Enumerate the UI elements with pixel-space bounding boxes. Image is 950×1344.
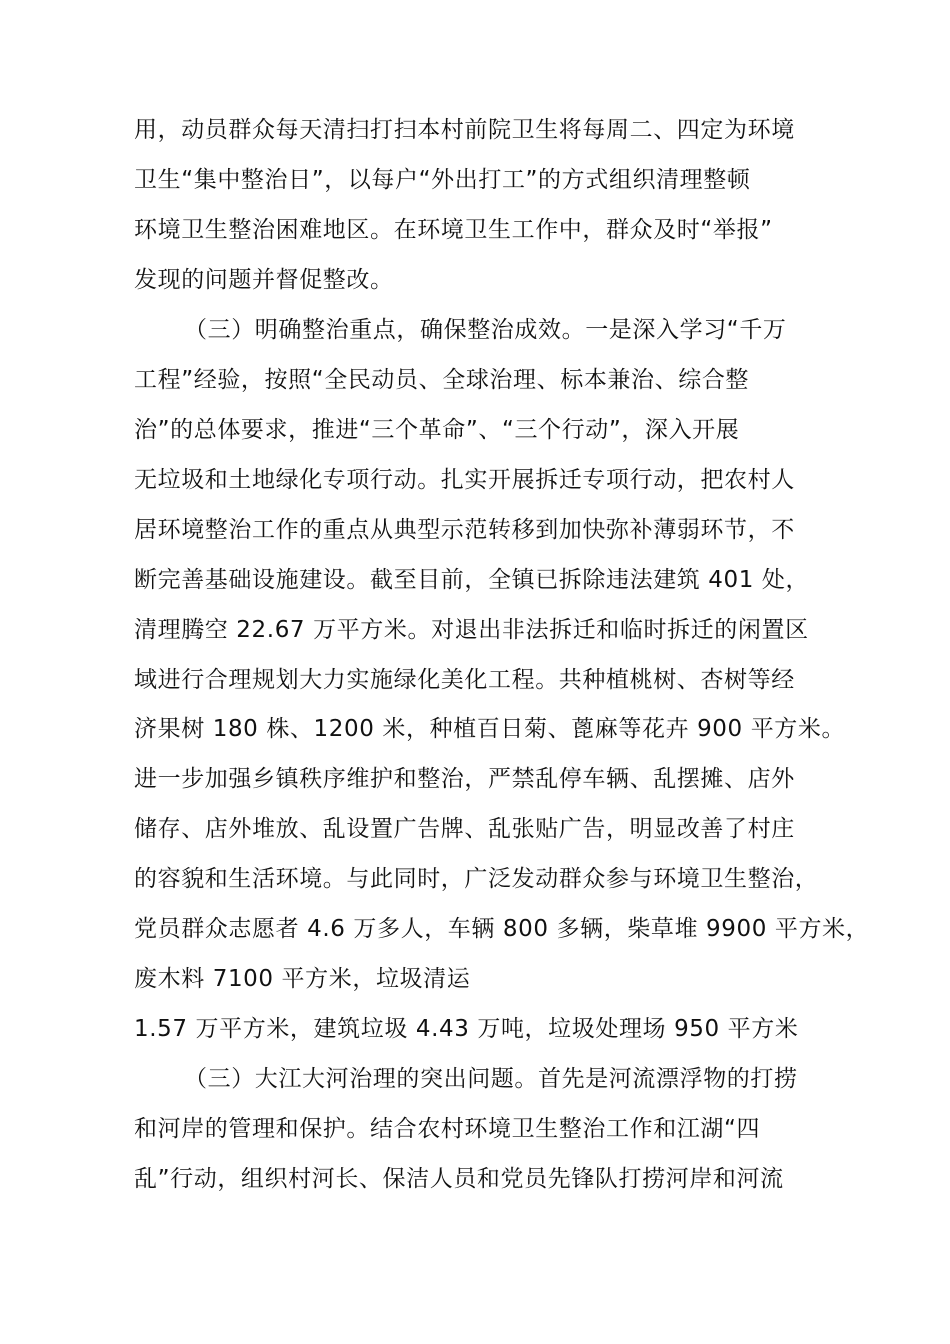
text-line: 的容貌和生活环境。与此同时，广泛发动群众参与环境卫生整治，: [134, 866, 819, 892]
text-line: 清理腾空 22.67 万平方米。对退出非法拆迁和临时拆迁的闲置区: [134, 617, 809, 643]
text-line: 和河岸的管理和保护。结合农村环境卫生整治工作和江湖“四: [134, 1116, 761, 1142]
text-line: 治”的总体要求，推进“三个革命”、“三个行动”，深入开展: [134, 417, 740, 443]
text-line: 废木料 7100 平方米，垃圾清运: [134, 966, 471, 992]
text-line: 环境卫生整治困难地区。在环境卫生工作中，群众及时“举报”: [134, 217, 773, 243]
text-line: 工程”经验，按照“全民动员、全球治理、标本兼治、综合整: [134, 367, 750, 393]
text-line: 卫生“集中整治日”，以每户“外出打工”的方式组织清理整顿: [134, 167, 751, 193]
text-line: 进一步加强乡镇秩序维护和整治，严禁乱停车辆、乱摆摊、店外: [134, 766, 795, 792]
text-line: 用，动员群众每天清扫打扫本村前院卫生将每周二、四定为环境: [134, 117, 795, 143]
text-line: 储存、店外堆放、乱设置广告牌、乱张贴广告，明显改善了村庄: [134, 816, 795, 842]
paragraph-heading-line: （三）明确整治重点，确保整治成效。一是深入学习“千万: [184, 317, 787, 343]
text-line: 党员群众志愿者 4.6 万多人，车辆 800 多辆，柴草堆 9900 平方米，: [134, 916, 870, 942]
text-line: 1.57 万平方米，建筑垃圾 4.43 万吨，垃圾处理场 950 平方米: [134, 1016, 799, 1042]
text-line: 域进行合理规划大力实施绿化美化工程。共种植桃树、杏树等经: [134, 667, 795, 693]
text-line: 无垃圾和土地绿化专项行动。扎实开展拆迁专项行动，把农村人: [134, 467, 795, 493]
text-line: 乱”行动，组织村河长、保洁人员和党员先锋队打捞河岸和河流: [134, 1166, 784, 1192]
text-line: 济果树 180 株、1200 米，种植百日菊、蓖麻等花卉 900 平方米。: [134, 716, 846, 742]
paragraph-heading-line: （三）大江大河治理的突出问题。首先是河流漂浮物的打捞: [184, 1066, 798, 1092]
text-line: 断完善基础设施建设。截至目前，全镇已拆除违法建筑 401 处，: [134, 567, 810, 593]
text-line: 发现的问题并督促整改。: [134, 267, 394, 293]
text-line: 居环境整治工作的重点从典型示范转移到加快弥补薄弱环节，不: [134, 517, 795, 543]
